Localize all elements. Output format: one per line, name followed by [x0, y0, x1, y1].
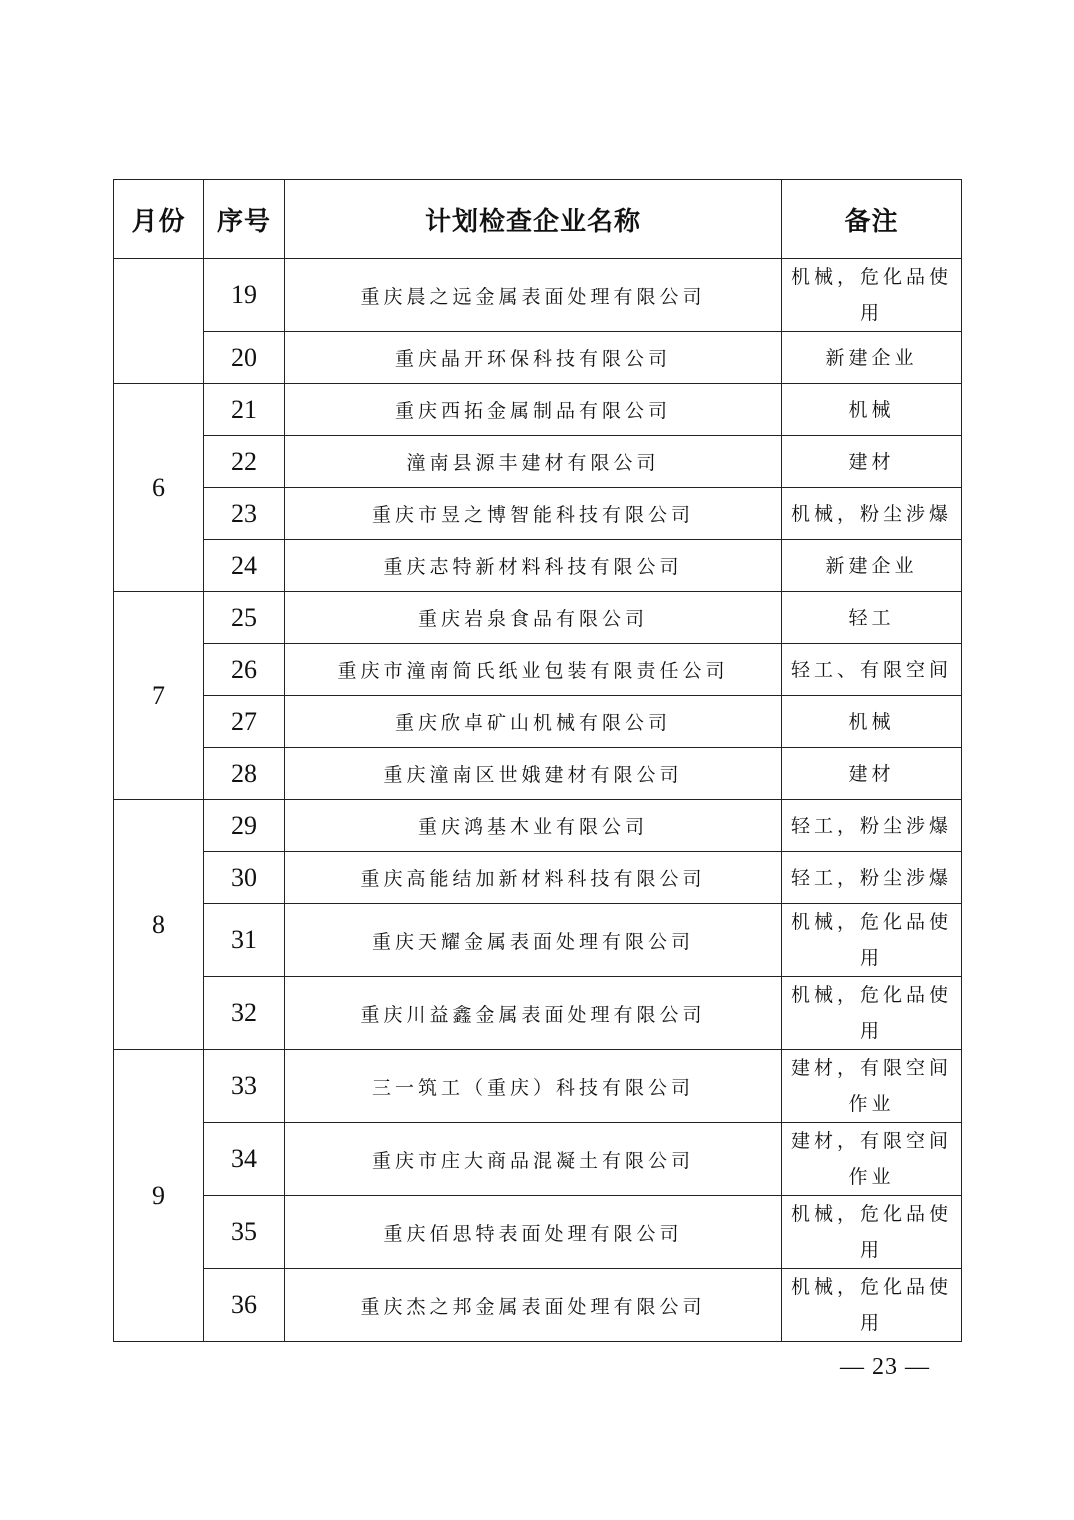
company-name-cell: 重庆杰之邦金属表面处理有限公司: [285, 1269, 782, 1342]
company-name-cell: 重庆市潼南简氏纸业包装有限责任公司: [285, 644, 782, 696]
table-row: [114, 1123, 962, 1196]
month-cell: 9: [114, 1050, 204, 1342]
company-name-cell: 重庆志特新材料科技有限公司: [285, 540, 782, 592]
note-cell: 机械，危化品使用: [782, 1196, 962, 1269]
note-cell: 机械: [782, 696, 962, 748]
note-cell: 新建企业: [782, 332, 962, 384]
table-row: [114, 488, 962, 540]
seq-cell: 27: [204, 696, 285, 748]
seq-cell: 24: [204, 540, 285, 592]
company-name-cell: 重庆晨之远金属表面处理有限公司: [285, 259, 782, 332]
company-name-cell: 重庆欣卓矿山机械有限公司: [285, 696, 782, 748]
month-cell: [114, 259, 204, 384]
seq-cell: 28: [204, 748, 285, 800]
page-number: — 23 —: [840, 1354, 930, 1380]
table-row: [114, 259, 962, 332]
note-cell: 机械，危化品使用: [782, 1269, 962, 1342]
seq-cell: 26: [204, 644, 285, 696]
company-name-cell: 三一筑工（重庆）科技有限公司: [285, 1050, 782, 1123]
month-cell: 7: [114, 592, 204, 800]
note-cell: 轻工，粉尘涉爆: [782, 800, 962, 852]
company-name-cell: 重庆市庄大商品混凝土有限公司: [285, 1123, 782, 1196]
note-cell: 机械，危化品使用: [782, 259, 962, 332]
seq-cell: 30: [204, 852, 285, 904]
company-name-cell: 重庆川益鑫金属表面处理有限公司: [285, 977, 782, 1050]
seq-cell: 20: [204, 332, 285, 384]
header-company-name: 计划检查企业名称: [285, 180, 782, 259]
company-name-cell: 重庆市昱之博智能科技有限公司: [285, 488, 782, 540]
table-row: [114, 644, 962, 696]
header-seq: 序号: [204, 180, 285, 259]
note-cell: 轻工、有限空间: [782, 644, 962, 696]
note-cell: 机械，粉尘涉爆: [782, 488, 962, 540]
month-cell: 6: [114, 384, 204, 592]
table-row: [114, 748, 962, 800]
table-row: [114, 592, 962, 644]
header-note: 备注: [782, 180, 962, 259]
seq-cell: 19: [204, 259, 285, 332]
seq-cell: 34: [204, 1123, 285, 1196]
seq-cell: 23: [204, 488, 285, 540]
table-row: [114, 904, 962, 977]
table-row: [114, 332, 962, 384]
seq-cell: 31: [204, 904, 285, 977]
seq-cell: 33: [204, 1050, 285, 1123]
company-name-cell: 重庆西拓金属制品有限公司: [285, 384, 782, 436]
table-row: [114, 540, 962, 592]
table-row: [114, 1050, 962, 1123]
seq-cell: 35: [204, 1196, 285, 1269]
note-cell: 建材: [782, 436, 962, 488]
table-row: [114, 696, 962, 748]
table-row: [114, 1196, 962, 1269]
note-cell: 建材: [782, 748, 962, 800]
table-row: [114, 384, 962, 436]
company-name-cell: 重庆潼南区世娥建材有限公司: [285, 748, 782, 800]
note-cell: 机械，危化品使用: [782, 904, 962, 977]
header-month: 月份: [114, 180, 204, 259]
company-name-cell: 重庆天耀金属表面处理有限公司: [285, 904, 782, 977]
company-name-cell: 重庆佰思特表面处理有限公司: [285, 1196, 782, 1269]
table-row: [114, 1269, 962, 1342]
seq-cell: 32: [204, 977, 285, 1050]
month-cell: 8: [114, 800, 204, 1050]
note-cell: 轻工: [782, 592, 962, 644]
table-row: [114, 800, 962, 852]
note-cell: 建材，有限空间作业: [782, 1050, 962, 1123]
seq-cell: 36: [204, 1269, 285, 1342]
note-cell: 机械，危化品使用: [782, 977, 962, 1050]
table-header-row: [114, 180, 962, 259]
company-name-cell: 重庆鸿基木业有限公司: [285, 800, 782, 852]
seq-cell: 21: [204, 384, 285, 436]
note-cell: 建材，有限空间作业: [782, 1123, 962, 1196]
note-cell: 轻工，粉尘涉爆: [782, 852, 962, 904]
table-row: [114, 852, 962, 904]
table-row: [114, 436, 962, 488]
table-row: [114, 977, 962, 1050]
note-cell: 机械: [782, 384, 962, 436]
seq-cell: 25: [204, 592, 285, 644]
company-name-cell: 重庆高能结加新材料科技有限公司: [285, 852, 782, 904]
inspection-plan-table: [113, 179, 962, 1342]
note-cell: 新建企业: [782, 540, 962, 592]
seq-cell: 29: [204, 800, 285, 852]
company-name-cell: 重庆晶开环保科技有限公司: [285, 332, 782, 384]
seq-cell: 22: [204, 436, 285, 488]
company-name-cell: 重庆岩泉食品有限公司: [285, 592, 782, 644]
company-name-cell: 潼南县源丰建材有限公司: [285, 436, 782, 488]
